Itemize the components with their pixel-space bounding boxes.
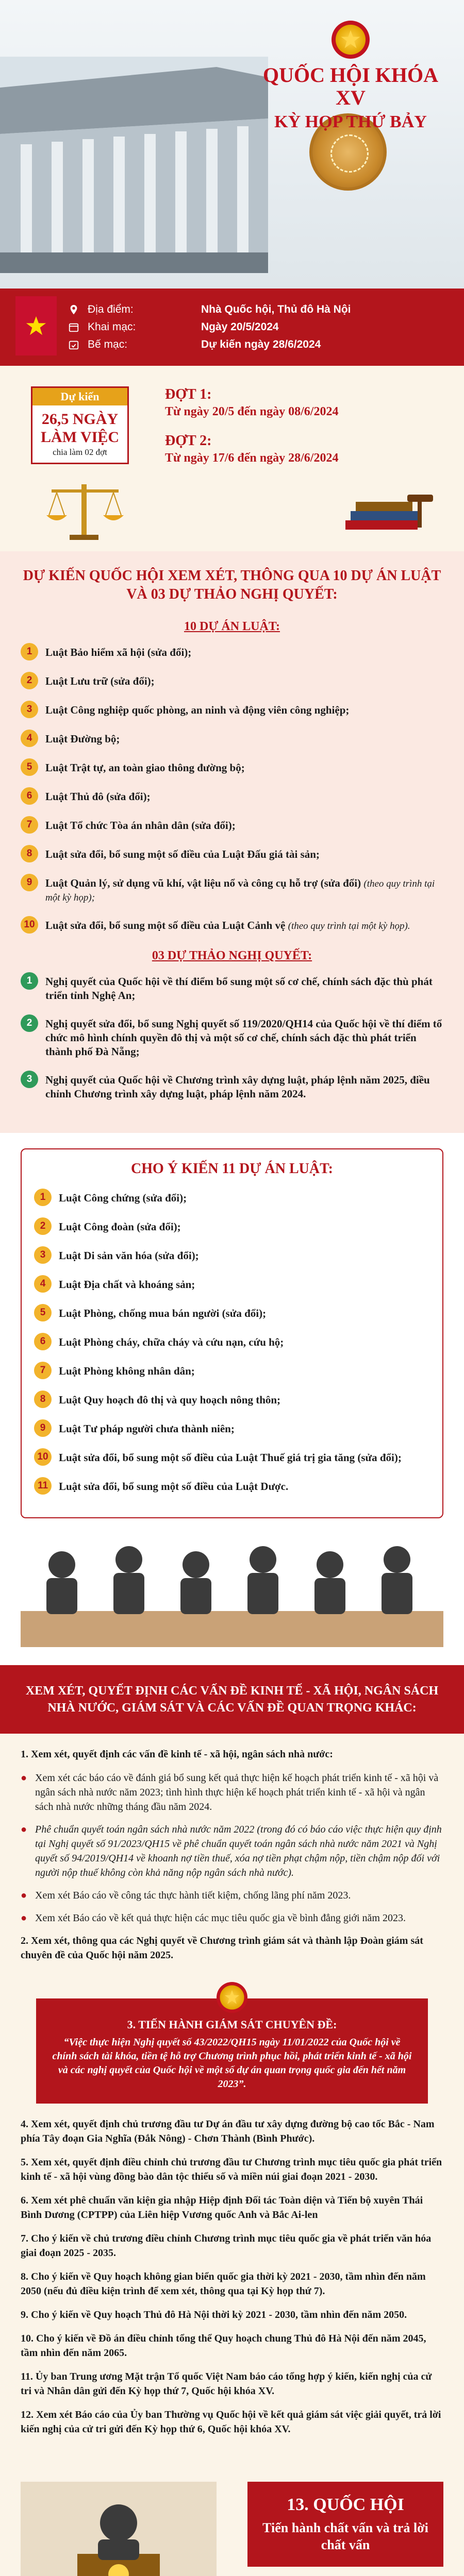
item-text-main: Luật Lưu trữ (sửa đổi);	[45, 674, 155, 687]
duration-tag: Dự kiến	[32, 388, 127, 405]
resolution-item	[21, 972, 443, 1003]
calendar-icon	[67, 320, 80, 334]
opinion-item	[34, 1217, 430, 1235]
item-number-badge: 7	[21, 816, 38, 834]
item-text-main: Luật Đường bộ;	[45, 732, 120, 745]
opinion-item	[34, 1419, 430, 1437]
item-text-main: Luật Quản lý, sử dụng vũ khí, vật liệu nổ và công cụ hỗ trợ (sửa đổi)	[45, 876, 361, 889]
item-text	[59, 1304, 266, 1320]
econ-item-11: 11. Ủy ban Trung ương Mặt trận Tổ quốc Việt Nam báo cáo tổng hợp ý kiến, kiến nghị của cử tri và Nhân dân gửi đến Kỳ họp thứ 7, Quốc hội khóa XV.	[21, 2371, 432, 2397]
duration-split: chia làm 02 đợt	[53, 447, 107, 457]
econ-item-12: 12. Xem xét Báo cáo của Ủy ban Thường vụ Quốc hội về kết quả giám sát việc giải quyết, trả lời kiến nghị của cử tri gửi đến Kỳ họp thứ 6, Quốc hội khóa XV.	[21, 2409, 441, 2435]
closing-value: Dự kiến ngày 28/6/2024	[201, 338, 321, 350]
law-item	[21, 787, 443, 805]
item-text-main: Luật Bảo hiểm xã hội (sửa đổi);	[45, 646, 192, 658]
item-text	[45, 730, 120, 746]
item-text-main: Luật Trật tự, an toàn giao thông đường bộ;	[45, 761, 245, 774]
justice-scales-icon	[21, 479, 150, 541]
item-number-badge: 4	[34, 1275, 52, 1293]
opinion-item	[34, 1304, 430, 1321]
item-text	[59, 1391, 280, 1407]
econ-item-9: 9. Cho ý kiến về Quy hoạch Thủ đô Hà Nội thời kỳ 2021 - 2030, tầm nhìn đến năm 2050.	[21, 2309, 407, 2321]
econ-item-2: 2. Xem xét, thông qua các Nghị quyết về Chương trình giám sát và thành lập Đoàn giám sát chuyên đề của Quốc hội năm 2025.	[21, 1935, 423, 1961]
item-text	[45, 972, 443, 1003]
opinion-section	[0, 1133, 464, 1665]
page-title: QUỐC HỘI KHÓA XV	[262, 63, 439, 109]
item-number-badge: 1	[21, 972, 38, 990]
calendar-check-icon	[67, 338, 80, 351]
national-emblem-small-icon	[217, 1982, 247, 2013]
item-number-badge: 1	[34, 1189, 52, 1206]
vietnam-flag-icon	[15, 296, 57, 355]
header-title-block	[253, 21, 449, 132]
laws-section	[0, 551, 464, 1133]
item-text	[45, 874, 443, 905]
session-info-bar	[0, 289, 464, 366]
books-gavel-icon	[335, 489, 438, 541]
econ-bullet-4: ● Xem xét Báo cáo về kết quả thực hiện các mục tiêu quốc gia về bình đẳng giới năm 2023.	[21, 1911, 443, 1925]
econ-bullet-2-text: Phê chuẩn quyết toán ngân sách nhà nước năm 2022 (trong đó có báo cáo việc thực hiện quy định tại Nghị quyết số 91/2023/QH15 về phê chuẩn quyết toán ngân sách nhà nước năm 2021 và Nghị quyết số 94/2019/QH14 về khoanh nợ tiền thuế, xóa nợ tiền phạt chậm nộp, tiền chậm nộp đối với người nộp thuế không còn khả năng nộp ngân sách nhà nước).	[35, 1824, 442, 1879]
phase-2-title: ĐỢT 2:	[165, 433, 212, 449]
econ-item-8: 8. Cho ý kiến về Quy hoạch không gian biển quốc gia thời kỳ 2021 - 2030, tầm nhìn đến năm 2050 (nếu đủ điều kiện trình để xem xét, thông qua tại Kỳ họp thứ 7).	[21, 2271, 426, 2297]
opinion-list	[34, 1189, 430, 1495]
law-item	[21, 730, 443, 747]
item-text-main: Luật Công nghiệp quốc phòng, an ninh và động viên công nghiệp;	[45, 703, 350, 716]
law-item	[21, 672, 443, 689]
item-number-badge: 8	[21, 845, 38, 862]
item-text	[45, 672, 155, 688]
questioning-section	[0, 2461, 464, 2576]
econ-item-7: 7. Cho ý kiến về chủ trương điều chỉnh Chương trình mục tiêu quốc gia về phát triển văn hóa giai đoạn 2025 - 2035.	[21, 2233, 432, 2259]
opinion-item	[34, 1391, 430, 1408]
law-item	[21, 816, 443, 834]
closing-row	[67, 336, 449, 353]
item-text	[45, 916, 410, 933]
item-text	[45, 758, 245, 775]
item-number-badge: 9	[34, 1419, 52, 1437]
item-number-badge: 3	[21, 1071, 38, 1088]
econ-item-6: 6. Xem xét phê chuẩn văn kiện gia nhập Hiệp định Đối tác Toàn diện và Tiến bộ xuyên Thái Bình Dương (CPTPP) của Liên hiệp Vương quốc Anh và Bắc Ai-len	[21, 2195, 423, 2221]
item-number-badge: 10	[34, 1448, 52, 1466]
item-text	[59, 1419, 235, 1436]
location-row	[67, 301, 449, 318]
parliament-members-illustration	[21, 1529, 443, 1647]
item-text	[59, 1333, 284, 1349]
item-text-main: Luật Phòng, chống mua bán người (sửa đổi);	[59, 1307, 267, 1320]
econ-bullet-2	[21, 1822, 443, 1880]
item-text-main: Luật Thủ đô (sửa đổi);	[45, 790, 151, 803]
laws-list	[21, 643, 443, 934]
item-text	[59, 1448, 402, 1465]
item-text	[45, 643, 191, 659]
item-text-main: Luật Phòng không nhân dân;	[59, 1365, 195, 1378]
opinion-box	[21, 1148, 443, 1518]
law-item	[21, 758, 443, 776]
item-text-main: Luật Quy hoạch đô thị và quy hoạch nông thôn;	[59, 1394, 281, 1406]
econ-item-10: 10. Cho ý kiến về Đồ án điều chỉnh tổng thể Quy hoạch chung Thủ đô Hà Nội đến năm 2045, tầm nhìn đến năm 2065.	[21, 2333, 426, 2359]
header	[0, 0, 464, 289]
econ-item-1: 1. Xem xét, quyết định các vấn đề kinh tế - xã hội, ngân sách nhà nước:	[21, 1749, 333, 1760]
item-text	[59, 1477, 288, 1494]
law-item	[21, 916, 443, 934]
questioning-box-line2: Tiến hành chất vấn và trả lời chất vấn	[262, 2520, 428, 2552]
item-number-badge: 6	[21, 787, 38, 805]
opinion-item	[34, 1246, 430, 1264]
item-text-main: Nghị quyết sửa đổi, bổ sung Nghị quyết số 119/2020/QH14 của Quốc hội về thí điểm tổ chức mô hình chính quyền đô thị và một số cơ chế, chính sách đặc thù phát triển thành phố Đà Nẵng;	[45, 1017, 442, 1058]
econ-body	[0, 1734, 464, 2461]
podium-illustration	[21, 2482, 217, 2576]
item-number-badge: 2	[21, 1014, 38, 1032]
closing-label: Bế mạc:	[88, 338, 128, 350]
item-text-main: Luật Di sản văn hóa (sửa đổi);	[59, 1249, 199, 1262]
item-number-badge: 5	[21, 758, 38, 776]
questioning-box	[247, 2482, 443, 2567]
phase-1-title: ĐỢT 1:	[165, 386, 212, 402]
questioning-box-line1: 13. QUỐC HỘI	[287, 2495, 404, 2515]
item-number-badge: 9	[21, 874, 38, 891]
laws-title: DỰ KIẾN QUỐC HỘI XEM XÉT, THÔNG QUA 10 DỰ ÁN LUẬT VÀ 03 DỰ THẢO NGHỊ QUYẾT:	[23, 568, 441, 603]
supervision-text: “Việc thực hiện Nghị quyết số 43/2022/QH15 ngày 11/01/2022 của Quốc hội về chính sách tài khóa, tiền tệ hỗ trợ Chương trình phục hồi, phát triển kinh tế - xã hội và các nghị quyết của Quốc hội về một số dự án quan trọng quốc gia đến hết năm 2023”.	[52, 2037, 412, 2090]
law-item	[21, 845, 443, 862]
item-text	[59, 1275, 195, 1292]
item-text-main: Luật Công chứng (sửa đổi);	[59, 1192, 187, 1205]
econ-item-5: 5. Xem xét, quyết định điều chỉnh chủ trương đầu tư Chương trình mục tiêu quốc gia phát triển kinh tế - xã hội vùng đồng bào dân tộc thiểu số và miền núi giai đoạn 2021 - 2030.	[21, 2157, 442, 2183]
item-text	[59, 1217, 181, 1234]
location-pin-icon	[67, 303, 80, 316]
econ-item-4: 4. Xem xét, quyết định chủ trương đầu tư Dự án đầu tư xây dựng đường bộ cao tốc Bắc - Nam phía Tây đoạn Gia Nghĩa (Đắk Nông) - Chơn Thành (Bình Phước).	[21, 2119, 435, 2145]
supervision-head: 3. TIẾN HÀNH GIÁM SÁT CHUYÊN ĐỀ:	[127, 2018, 337, 2031]
item-text-main: Luật Tổ chức Tòa án nhân dân (sửa đổi);	[45, 819, 236, 832]
item-text-main: Luật Tư pháp người chưa thành niên;	[59, 1422, 235, 1435]
item-text	[45, 1071, 443, 1101]
item-text	[59, 1362, 195, 1378]
parliament-building-illustration	[0, 57, 268, 273]
phase-2-text: Từ ngày 17/6 đến ngày 28/6/2024	[165, 451, 339, 465]
item-number-badge: 2	[21, 672, 38, 689]
opinion-item	[34, 1275, 430, 1293]
opening-label: Khai mạc:	[88, 321, 136, 333]
duration-section	[0, 366, 464, 551]
item-text	[45, 1014, 443, 1059]
opinion-item	[34, 1477, 430, 1495]
item-text-main: Luật sửa đổi, bổ sung một số điều của Luật Thuế giá trị gia tăng (sửa đổi);	[59, 1451, 402, 1464]
resolutions-list	[21, 972, 443, 1101]
item-note: (theo quy trình tại một kỳ họp);	[45, 878, 435, 904]
opening-value: Ngày 20/5/2024	[201, 321, 279, 333]
item-number-badge: 6	[34, 1333, 52, 1350]
item-number-badge: 3	[34, 1246, 52, 1264]
phase-1-text: Từ ngày 20/5 đến ngày 08/6/2024	[165, 405, 339, 418]
law-item	[21, 701, 443, 718]
supervision-box	[36, 1998, 428, 2104]
item-text-main: Luật sửa đổi, bổ sung một số điều của Luật Đấu giá tài sản;	[45, 848, 320, 860]
item-note: (theo quy trình tại một kỳ họp).	[288, 921, 410, 932]
econ-bullet-3: ● Xem xét Báo cáo về công tác thực hành tiết kiệm, chống lãng phí năm 2023.	[21, 1888, 443, 1903]
item-number-badge: 3	[21, 701, 38, 718]
item-text	[45, 701, 349, 717]
item-text	[45, 816, 236, 833]
item-text	[59, 1189, 187, 1205]
opinion-item	[34, 1333, 430, 1350]
item-text-main: Luật sửa đổi, bổ sung một số điều của Luật Cảnh vệ	[45, 919, 286, 932]
opinion-item	[34, 1448, 430, 1466]
item-number-badge: 11	[34, 1477, 52, 1495]
opening-row	[67, 318, 449, 336]
item-text	[45, 845, 320, 861]
item-text-main: Luật Công đoàn (sửa đổi);	[59, 1221, 181, 1233]
opinion-item	[34, 1189, 430, 1206]
resolution-item	[21, 1014, 443, 1059]
item-number-badge: 5	[34, 1304, 52, 1321]
item-text-main: Luật Địa chất và khoáng sản;	[59, 1278, 195, 1291]
item-text-main: Nghị quyết của Quốc hội về thí điểm bổ sung một số cơ chế, chính sách đặc thù phát triển tỉnh Nghệ An;	[45, 975, 433, 1002]
item-number-badge: 7	[34, 1362, 52, 1379]
item-text	[59, 1246, 199, 1263]
item-text	[45, 787, 151, 804]
page-subtitle: KỲ HỌP THỨ BẢY	[274, 112, 427, 131]
item-number-badge: 4	[21, 730, 38, 747]
item-text-main: Luật Phòng cháy, chữa cháy và cứu nạn, cứu hộ;	[59, 1336, 284, 1349]
location-label: Địa điểm:	[88, 303, 134, 315]
resolutions-subtitle: 03 DỰ THẢO NGHỊ QUYẾT:	[152, 949, 312, 963]
item-number-badge: 2	[34, 1217, 52, 1235]
item-number-badge: 1	[21, 643, 38, 660]
law-item	[21, 874, 443, 905]
duration-days: 26,5 NGÀY LÀM VIỆC	[41, 411, 119, 446]
item-text-main: Luật sửa đổi, bổ sung một số điều của Luật Dược.	[59, 1480, 289, 1493]
item-number-badge: 10	[21, 916, 38, 934]
opinion-item	[34, 1362, 430, 1379]
location-value: Nhà Quốc hội, Thủ đô Hà Nội	[201, 303, 351, 315]
laws-subtitle: 10 DỰ ÁN LUẬT:	[184, 619, 280, 633]
law-item	[21, 643, 443, 660]
phase-1	[165, 386, 392, 419]
item-number-badge: 8	[34, 1391, 52, 1408]
phase-2	[165, 433, 392, 465]
econ-title: XEM XÉT, QUYẾT ĐỊNH CÁC VẤN ĐỀ KINH TẾ - XÃ HỘI, NGÂN SÁCH NHÀ NƯỚC, GIÁM SÁT VÀ CÁC VẤN ĐỀ QUAN TRỌNG KHÁC:	[0, 1665, 464, 1734]
duration-box	[31, 386, 129, 464]
econ-bullet-1: ● Xem xét các báo cáo về đánh giá bổ sung kết quả thực hiện kế hoạch phát triển kinh tế - xã hội và ngân sách nhà nước năm 2023; tình hình thực hiện kế hoạch phát triển kinh tế - xã hội và ngân sách nhà nước những tháng đầu năm 2024.	[21, 1771, 443, 1814]
national-emblem-icon	[332, 21, 370, 59]
item-text-main: Nghị quyết của Quốc hội về Chương trình xây dựng luật, pháp lệnh năm 2025, điều chỉnh Chương trình xây dựng luật, pháp lệnh năm 2024.	[45, 1073, 430, 1100]
opinion-title: CHO Ý KIẾN 11 DỰ ÁN LUẬT:	[130, 1161, 333, 1177]
resolution-item	[21, 1071, 443, 1101]
